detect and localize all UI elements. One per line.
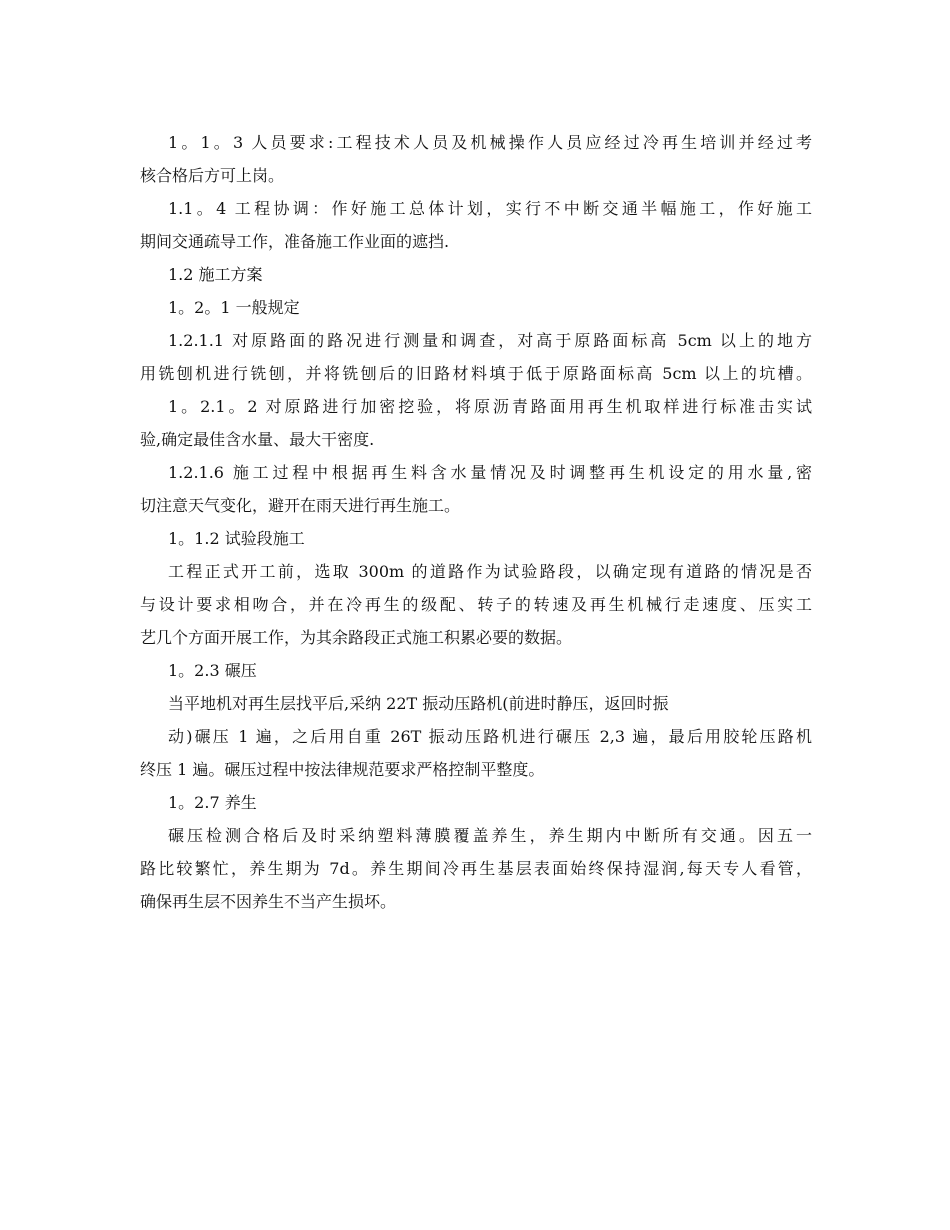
- document-line: 切注意天气变化，避开在雨天进行再生施工。: [140, 496, 461, 515]
- document-line: 当平地机对再生层找平后,采纳 22T 振动压路机(前进时静压，返回时振: [168, 694, 669, 713]
- document-line: 终压 1 遍。碾压过程中按法律规范要求严格控制平整度。: [140, 760, 545, 779]
- document-line: 用铣刨机进行铣刨，并将铣刨后的旧路材料填于低于原路面标高 5cm 以上的坑槽。: [140, 364, 812, 383]
- document-line: 与设计要求相吻合，并在冷再生的级配、转子的转速及再生机械行走速度、压实工: [140, 595, 812, 614]
- document-line: 1.2 施工方案: [168, 265, 263, 284]
- document-line: 1。1。3 人员要求:工程技术人员及机械操作人员应经过冷再生培训并经过考: [168, 133, 812, 152]
- document-line: 1。2。1 一般规定: [168, 298, 300, 317]
- document-line: 验,确定最佳含水量、最大干密度.: [140, 430, 375, 449]
- document-line: 艺几个方面开展工作，为其余路段正式施工积累必要的数据。: [140, 628, 573, 647]
- document-line: 1。2.3 碾压: [168, 661, 257, 680]
- document-line: 工程正式开工前，选取 300m 的道路作为试验路段，以确定现有道路的情况是否: [168, 562, 812, 581]
- document-line: 核合格后方可上岗。: [140, 166, 285, 185]
- document-line: 1.2.1.6 施工过程中根据再生料含水量情况及时调整再生机设定的用水量,密: [168, 463, 812, 482]
- document-line: 1.1。4 工程协调：作好施工总体计划，实行不中断交通半幅施工，作好施工: [168, 199, 812, 218]
- document-line: 1。2.1。2 对原路进行加密挖验，将原沥青路面用再生机取样进行标准击实试: [168, 397, 812, 416]
- document-body: [140, 126, 812, 918]
- document-line: 1.2.1.1 对原路面的路况进行测量和调查，对高于原路面标高 5cm 以上的地方: [168, 331, 812, 350]
- document-line: 确保再生层不因养生不当产生损坏。: [140, 892, 397, 911]
- document-line: 路比较繁忙，养生期为 7d。养生期间冷再生基层表面始终保持湿润,每天专人看管，: [140, 859, 812, 878]
- document-line: 期间交通疏导工作，准备施工作业面的遮挡.: [140, 232, 450, 251]
- document-line: 1。1.2 试验段施工: [168, 529, 305, 548]
- document-line: 动)碾压 1 遍，之后用自重 26T 振动压路机进行碾压 2,3 遍，最后用胶轮压路机: [168, 727, 812, 746]
- document-line: 碾压检测合格后及时采纳塑料薄膜覆盖养生，养生期内中断所有交通。因五一: [168, 826, 812, 845]
- document-line: 1。2.7 养生: [168, 793, 257, 812]
